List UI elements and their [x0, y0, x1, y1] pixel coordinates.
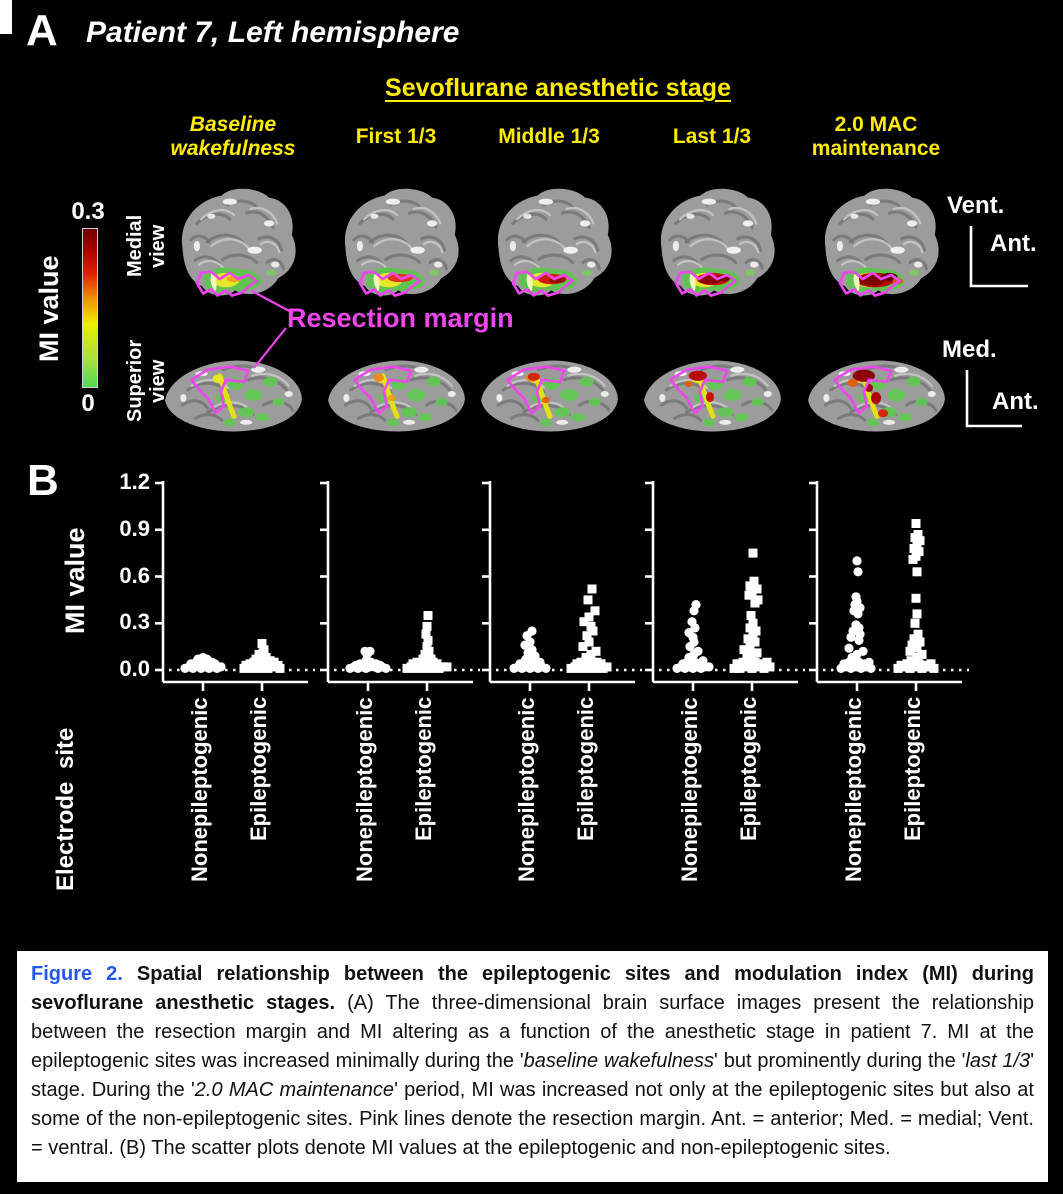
- scatter-panel: [320, 473, 486, 723]
- stage-column-header-line: Last 1/3: [672, 124, 752, 148]
- nonepileptogenic-points: [836, 556, 875, 673]
- caption-segment: ' but prominently during the ': [714, 1050, 966, 1072]
- stage-column-header: [627, 110, 797, 164]
- scatter-panel: [645, 473, 811, 723]
- stage-header: Sevoflurane anesthetic stage: [385, 74, 731, 102]
- brain-medial-view: [809, 182, 943, 306]
- caption-segment: Figure 2.: [31, 963, 123, 985]
- epileptogenic-points: [894, 519, 939, 673]
- stage-column-header-line: maintenance: [811, 137, 941, 160]
- colorbar: [82, 228, 98, 388]
- colorbar-title: MI value: [34, 255, 64, 363]
- electrode-group-label: Epileptogenic: [736, 697, 761, 842]
- orientation-axis-bottom: [964, 368, 1026, 430]
- stage-column-header-line: First 1/3: [355, 124, 437, 148]
- electrode-site-label: Electrode site: [52, 727, 79, 891]
- stage-column-header: [148, 110, 318, 164]
- caption-segment: 2.0 MAC maintenance: [194, 1079, 395, 1101]
- electrode-group-label: Nonepileptogenic: [514, 697, 539, 882]
- caption-segment: ' period, MI was increased not only at the epileptogenic sites but also at some of the non-epileptogenic sites. Pink lines denote the resection margin. Ant. = anterior; Med. = medial; Vent. = ventral. (B) The scatter plots denote MI values at the epileptogenic and non-epileptogenic sites.: [31, 1079, 1034, 1159]
- panel-a-label: A: [26, 6, 58, 55]
- stage-column-header-line: Middle 1/3: [498, 124, 600, 148]
- stage-column-header: [791, 110, 961, 164]
- epileptogenic-points: [403, 611, 452, 673]
- scatter-ytick-label: 0.9: [119, 515, 150, 541]
- scatter-panel: [482, 473, 648, 723]
- scatter-ytick-label: 0.6: [119, 562, 150, 588]
- colorbar-min-label: 0: [81, 390, 95, 417]
- brain-superior-view: [800, 348, 952, 440]
- nonepileptogenic-points: [672, 600, 713, 673]
- row-label-superior-view: Superior view: [124, 339, 169, 423]
- orientation-top-horizontal-label: Ant.: [990, 230, 1037, 257]
- caption-segment: last 1/3: [965, 1050, 1031, 1072]
- electrode-group-label: Nonepileptogenic: [352, 697, 377, 882]
- stage-column-header: [311, 110, 481, 164]
- stage-column-header-line: wakefulness: [170, 137, 296, 160]
- epileptogenic-points: [730, 549, 775, 673]
- electrode-group-label: Nonepileptogenic: [677, 697, 702, 882]
- orientation-bottom-horizontal-label: Ant.: [992, 388, 1039, 415]
- scatter-ytick-label: 0.0: [119, 656, 150, 681]
- scatter-ytick-label: 1.2: [119, 469, 150, 495]
- figure-title: Patient 7, Left hemisphere: [86, 16, 460, 49]
- caption-segment: ' stage. During the ': [31, 1050, 1035, 1101]
- electrode-group-label: Epileptogenic: [411, 697, 436, 842]
- scatter-panel: [809, 473, 975, 723]
- figure-caption: [14, 948, 1051, 1185]
- epileptogenic-points: [240, 639, 285, 673]
- orientation-axis-top: [968, 224, 1030, 290]
- caption-segment: (A) The three-dimensional brain surface images present the relationship between the resection margin and MI altering as a function of the anesthetic stage in patient 7. MI at the epileptogenic sites was increased minimally during the ': [31, 992, 1034, 1072]
- row-label-medial-view: Medial view: [124, 214, 169, 278]
- electrode-group-label: Epileptogenic: [900, 697, 925, 842]
- orientation-top-vertical-label: Vent.: [947, 192, 1005, 219]
- scatter-panel: [155, 473, 321, 723]
- stage-column-header: [464, 110, 634, 164]
- electrode-group-label: Epileptogenic: [573, 697, 598, 842]
- brain-superior-view: [636, 348, 788, 440]
- nonepileptogenic-points: [345, 647, 390, 673]
- caption-segment: baseline wakefulness: [523, 1050, 715, 1072]
- scatter-ytick-label: 0.3: [119, 609, 150, 635]
- epileptogenic-points: [567, 585, 612, 673]
- stage-column-header-line: 2.0 MAC: [834, 112, 918, 136]
- colorbar-max-label: 0.3: [71, 198, 105, 225]
- nonepileptogenic-points: [509, 626, 550, 673]
- electrode-group-label: Nonepileptogenic: [187, 697, 212, 882]
- stage-column-header-line: Baseline: [189, 112, 277, 136]
- caption-segment: Spatial relationship between the epileptogenic sites and modulation index (MI) during sevoflurane anesthetic stages.: [31, 963, 1034, 1014]
- nonepileptogenic-points: [180, 653, 225, 673]
- scatter-ylabel: MI value: [60, 527, 90, 635]
- orientation-bottom-vertical-label: Med.: [942, 336, 997, 363]
- brain-medial-view: [645, 182, 779, 306]
- resection-margin-label: Resection margin: [287, 303, 514, 333]
- electrode-group-label: Nonepileptogenic: [841, 697, 866, 882]
- panel-b-label: B: [27, 456, 59, 505]
- corner-tab: [0, 0, 12, 34]
- electrode-group-label: Epileptogenic: [246, 697, 271, 842]
